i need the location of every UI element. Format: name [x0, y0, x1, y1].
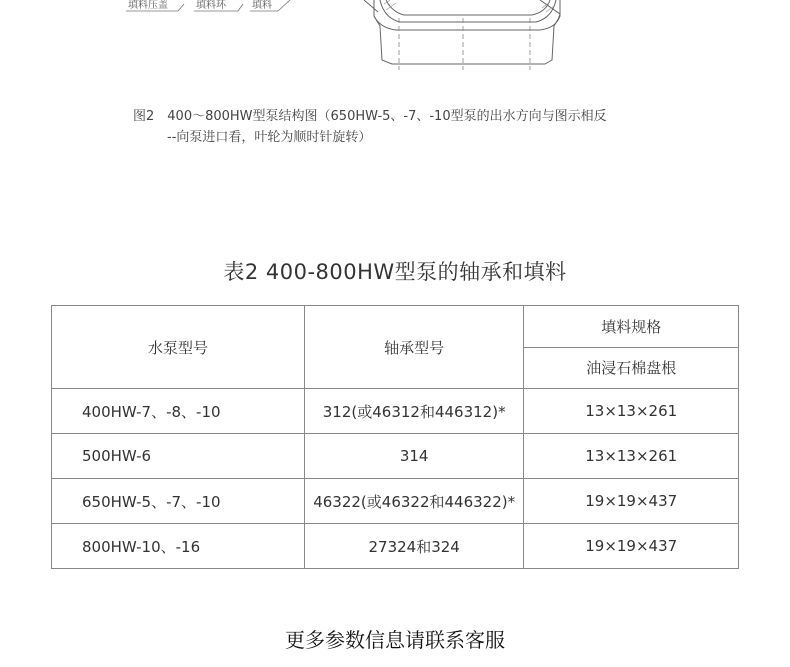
cell-packing-size: 19×19×437	[524, 524, 739, 569]
cell-packing-size: 13×13×261	[524, 389, 739, 434]
cell-bearing-model: 314	[304, 434, 524, 479]
figure-caption-line-1: 图2 400～800HW型泵结构图（650HW-5、-7、-10型泵的出水方向与图示相反	[133, 109, 607, 124]
callout-label-packing: 填料	[252, 0, 272, 11]
pump-casing-outline	[364, 0, 560, 64]
cell-packing-size: 19×19×437	[524, 479, 739, 524]
table-row	[52, 524, 739, 569]
table-title: 表2 400-800HW型泵的轴承和填料	[223, 260, 567, 284]
pump-centerlines	[399, 18, 530, 70]
cell-pump-model: 800HW-10、-16	[52, 524, 305, 569]
header-packing-material: 油浸石棉盘根	[524, 347, 739, 389]
contact-service-note: 更多参数信息请联系客服	[285, 628, 505, 652]
pump-structure-diagram	[0, 0, 790, 100]
pump-hatching	[384, 0, 554, 12]
figure-caption	[133, 106, 733, 148]
table-header-row	[52, 306, 739, 348]
cell-packing-size: 13×13×261	[524, 434, 739, 479]
cell-bearing-model: 46322(或46322和446322)*	[304, 479, 524, 524]
cell-pump-model: 500HW-6	[52, 434, 305, 479]
header-pump-model: 水泵型号	[52, 306, 305, 389]
callout-label-ring: 填料环	[196, 0, 226, 11]
callout-label-gland: 填料压盖	[128, 0, 168, 11]
cell-bearing-model: 312(或46312和446312)*	[304, 389, 524, 434]
header-bearing-model: 轴承型号	[304, 306, 524, 389]
figure-caption-line-2: --向泵进口看，叶轮为顺时针旋转）	[167, 130, 372, 145]
table-row	[52, 389, 739, 434]
table-row	[52, 434, 739, 479]
header-packing-spec: 填料规格	[524, 306, 739, 348]
table-row	[52, 479, 739, 524]
bearing-packing-table	[51, 305, 739, 569]
cell-pump-model: 650HW-5、-7、-10	[52, 479, 305, 524]
cell-pump-model: 400HW-7、-8、-10	[52, 389, 305, 434]
cell-bearing-model: 27324和324	[304, 524, 524, 569]
